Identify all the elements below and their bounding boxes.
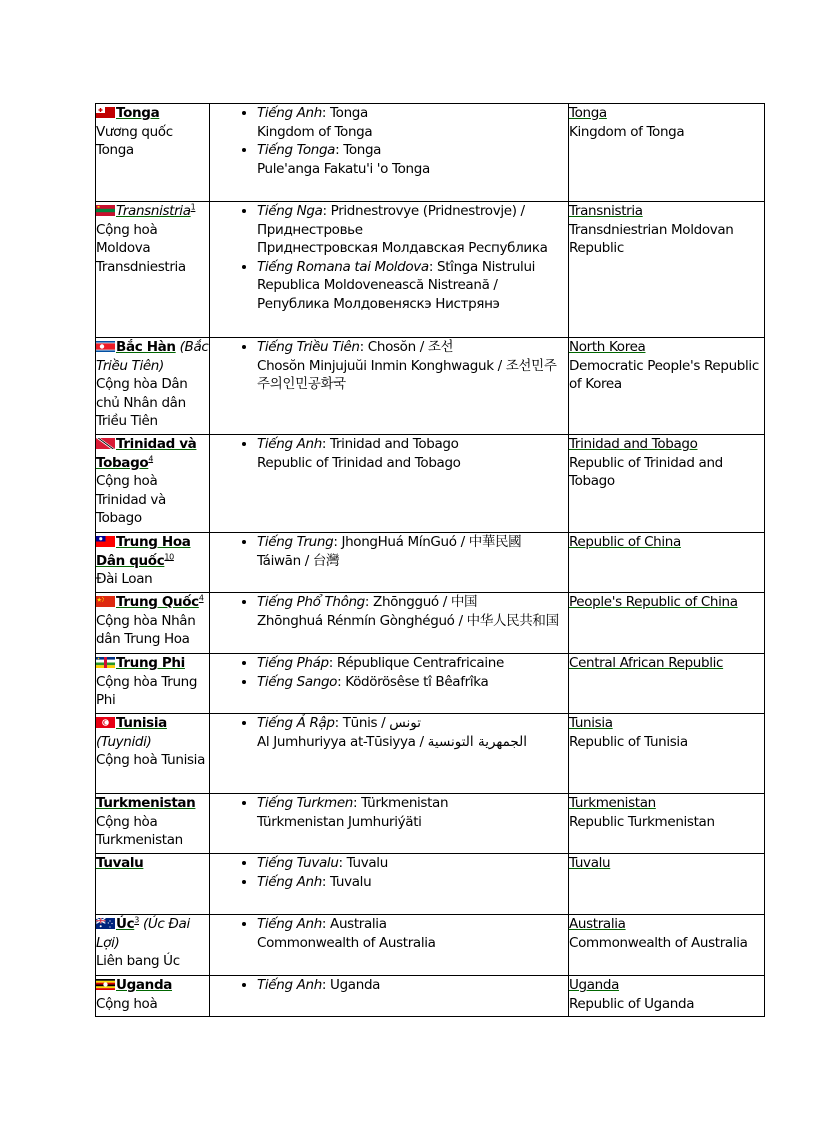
native-short-name: : Türkmenistan xyxy=(353,795,449,811)
footnote-link[interactable]: 3 xyxy=(134,915,140,925)
official-vietnamese-name: Vương quốc Tonga xyxy=(96,123,173,159)
language-label: Tiếng Anh xyxy=(257,916,322,932)
native-short-name: : Trinidad and Tobago xyxy=(321,436,459,452)
native-short-name: : Ködörösêse tî Bêafrîka xyxy=(337,673,489,690)
language-list xyxy=(210,714,568,751)
official-vietnamese-name: Cộng hòa Trung Phi xyxy=(96,673,198,709)
native-short-name: : Pridnestrovye (Pridnestrovje) / Приднестровье xyxy=(257,203,525,238)
language-entry xyxy=(257,854,568,873)
transnistria-flag-icon xyxy=(96,203,115,214)
english-official-name: Republic Turkmenistan xyxy=(569,813,715,830)
vietnamese-name-cell xyxy=(96,915,210,976)
english-names-cell xyxy=(569,794,765,854)
native-short-name: : Chosŏn / 조선 xyxy=(359,339,454,355)
native-names-cell xyxy=(210,794,569,854)
native-short-name: : République Centrafricaine xyxy=(328,655,504,671)
vietnamese-name-cell xyxy=(96,976,210,1017)
native-names-cell xyxy=(210,976,569,1017)
english-official-name: Transdniestrian Moldovan Republic xyxy=(569,221,734,257)
footnote-link[interactable]: 10 xyxy=(164,552,174,562)
country-row-trinidad-and-tobago xyxy=(96,435,765,533)
footnote-link[interactable]: 1 xyxy=(190,202,196,212)
country-row-turkmenistan xyxy=(96,794,765,854)
language-label: Tiếng Romana tai Moldova xyxy=(257,258,429,275)
native-full-name: Kingdom of Tonga xyxy=(257,123,373,140)
native-names-cell xyxy=(210,714,569,794)
australia-flag-icon xyxy=(96,916,115,927)
native-full-name: Türkmenistan Jumhuriýäti xyxy=(257,813,422,830)
native-full-name: Republic of Trinidad and Tobago xyxy=(257,454,461,471)
china-flag-icon xyxy=(96,594,115,605)
alternate-name: (Tuynidi) xyxy=(96,733,152,750)
vietnamese-name-cell xyxy=(96,202,210,338)
english-name-link[interactable]: Tonga xyxy=(569,105,607,121)
country-row-tunisia xyxy=(96,714,765,794)
english-name-link[interactable]: Central African Republic xyxy=(569,655,724,671)
native-short-name: : Tuvalu xyxy=(338,855,388,871)
vietnamese-name-cell xyxy=(96,654,210,714)
language-list xyxy=(210,854,568,891)
country-name-link[interactable]: Bắc Hàn xyxy=(116,339,176,355)
language-list xyxy=(210,593,568,630)
native-names-cell xyxy=(210,533,569,593)
english-official-name: Commonwealth of Australia xyxy=(569,934,748,951)
english-name-link[interactable]: Australia xyxy=(569,916,626,932)
country-row-transnistria xyxy=(96,202,765,338)
english-names-cell xyxy=(569,654,765,714)
vietnamese-name-cell xyxy=(96,104,210,202)
english-name-link[interactable]: Tunisia xyxy=(569,715,613,731)
language-label: Tiếng Anh xyxy=(257,873,322,890)
official-vietnamese-name: Cộng hoà Moldova Transdniestria xyxy=(96,221,186,275)
native-full-name: Приднестровская Молдавская Республика xyxy=(257,240,548,257)
language-list xyxy=(210,976,568,995)
country-name-link[interactable]: Trung Phi xyxy=(116,655,185,671)
language-label: Tiếng Turkmen xyxy=(257,795,353,811)
language-label: Tiếng Anh xyxy=(257,105,322,121)
native-names-cell xyxy=(210,915,569,976)
language-entry xyxy=(257,873,568,892)
english-name-link[interactable]: People's Republic of China xyxy=(569,594,738,610)
footnote-link[interactable]: 4 xyxy=(198,593,204,603)
footnote-link[interactable]: 4 xyxy=(148,454,154,464)
english-name-link[interactable]: Trinidad and Tobago xyxy=(569,436,698,452)
country-row-uganda xyxy=(96,976,765,1017)
official-vietnamese-name: Cộng hoà Trinidad và Tobago xyxy=(96,473,166,527)
native-short-name: : Uganda xyxy=(321,977,381,993)
english-names-cell xyxy=(569,202,765,338)
english-names-cell xyxy=(569,593,765,654)
native-short-name: : Tūnis / تونس xyxy=(334,715,421,731)
english-official-name: Kingdom of Tonga xyxy=(569,123,685,140)
language-entry xyxy=(257,714,568,751)
language-list xyxy=(210,338,568,394)
native-names-cell xyxy=(210,854,569,915)
language-entry xyxy=(257,673,568,692)
english-official-name: Republic of Uganda xyxy=(569,995,695,1012)
native-full-name: Pule'anga Fakatu'i 'o Tonga xyxy=(257,160,430,177)
country-name-link[interactable]: Transnistria xyxy=(116,203,191,219)
tonga-flag-icon xyxy=(96,105,115,116)
native-names-cell xyxy=(210,104,569,202)
country-name-link[interactable]: Tunisia xyxy=(116,715,167,731)
language-label: Tiếng Trung xyxy=(257,534,334,550)
country-name-link[interactable]: Úc xyxy=(116,916,135,932)
vietnamese-name-cell xyxy=(96,714,210,794)
native-short-name: : Tonga xyxy=(321,105,368,121)
language-label: Tiếng Sango xyxy=(257,673,338,690)
language-list xyxy=(210,435,568,472)
language-label: Tiếng Anh xyxy=(257,436,322,452)
language-label: Tiếng Pháp xyxy=(257,655,329,671)
english-name-link[interactable]: Turkmenistan xyxy=(569,795,656,811)
alternate-name: (Bắc Triều Tiên) xyxy=(96,339,209,374)
language-list xyxy=(210,915,568,952)
language-label: Tiếng Triều Tiên xyxy=(257,339,360,355)
language-label: Tiếng Anh xyxy=(257,977,322,993)
english-official-name: Republic of Trinidad and Tobago xyxy=(569,454,723,490)
native-short-name: : Australia xyxy=(321,916,387,932)
vietnamese-name-cell xyxy=(96,338,210,435)
vietnamese-name-cell xyxy=(96,533,210,593)
language-entry xyxy=(257,104,568,141)
car-flag-icon xyxy=(96,655,115,666)
native-short-name: : Tuvalu xyxy=(321,873,372,890)
english-names-cell xyxy=(569,714,765,794)
country-names-table xyxy=(95,103,765,1017)
country-name-link[interactable]: Tuvalu xyxy=(96,855,144,871)
language-entry xyxy=(257,794,568,831)
tunisia-flag-icon xyxy=(96,715,115,726)
official-vietnamese-name: Cộng hòa Turkmenistan xyxy=(96,813,183,849)
english-names-cell xyxy=(569,976,765,1017)
taiwan-flag-icon xyxy=(96,534,115,545)
vietnamese-name-cell xyxy=(96,593,210,654)
native-full-name: Chosŏn Minjujuŭi Inmin Konghwaguk / 조선민주주의인민공화국 xyxy=(257,357,557,393)
language-entry xyxy=(257,435,568,472)
english-name-link[interactable]: Republic of China xyxy=(569,534,681,550)
country-name-link[interactable]: Tonga xyxy=(116,105,160,121)
trinidad-flag-icon xyxy=(96,436,115,447)
language-entry xyxy=(257,141,568,178)
vietnamese-name-cell xyxy=(96,435,210,533)
native-names-cell xyxy=(210,202,569,338)
native-names-cell xyxy=(210,654,569,714)
country-name-link[interactable]: Trinidad và Tobago xyxy=(96,436,197,471)
english-names-cell xyxy=(569,338,765,435)
language-list xyxy=(210,533,568,570)
language-list xyxy=(210,794,568,831)
uganda-flag-icon xyxy=(96,977,115,988)
language-entry xyxy=(257,533,568,570)
english-name-link[interactable]: North Korea xyxy=(569,339,646,355)
country-row-central-african-republic xyxy=(96,654,765,714)
native-short-name: : Tonga xyxy=(335,142,382,159)
north-korea-flag-icon xyxy=(96,339,115,350)
english-names-cell xyxy=(569,435,765,533)
language-entry xyxy=(257,202,568,258)
native-short-name: : Stînga Nistrului xyxy=(428,258,536,275)
country-row-australia xyxy=(96,915,765,976)
native-full-name: Táiwān / 台灣 xyxy=(257,552,340,569)
vietnamese-name-cell xyxy=(96,794,210,854)
country-name-link[interactable]: Turkmenistan xyxy=(96,795,196,811)
language-label: Tiếng Tonga xyxy=(257,142,336,159)
language-label: Tiếng Ả Rập xyxy=(257,715,335,731)
native-full-name: Commonwealth of Australia xyxy=(257,934,436,951)
english-names-cell xyxy=(569,915,765,976)
official-vietnamese-name: Cộng hòa Nhân dân Trung Hoa xyxy=(96,612,196,648)
official-vietnamese-name: Cộng hoà Tunisia xyxy=(96,752,205,769)
language-entry xyxy=(257,654,568,673)
language-label: Tiếng Nga xyxy=(257,203,323,219)
native-full-name: Al Jumhuriyya at-Tūsiyya / الجمهرية التونسية xyxy=(257,733,528,750)
english-names-cell xyxy=(569,533,765,593)
english-names-cell xyxy=(569,854,765,915)
english-name-link[interactable]: Tuvalu xyxy=(569,855,611,871)
language-list xyxy=(210,104,568,178)
vietnamese-name-cell xyxy=(96,854,210,915)
english-name-link[interactable]: Uganda xyxy=(569,977,620,993)
alternate-name: (Úc Đai Lợi) xyxy=(96,916,190,951)
language-entry xyxy=(257,338,568,394)
country-row-north-korea xyxy=(96,338,765,435)
country-row-tuvalu xyxy=(96,854,765,915)
official-vietnamese-name: Cộng hoà xyxy=(96,995,158,1012)
official-vietnamese-name: Cộng hòa Dân chủ Nhân dân Triều Tiên xyxy=(96,376,188,430)
native-short-name: : Zhōngguó / 中国 xyxy=(364,594,478,610)
official-vietnamese-name: Đài Loan xyxy=(96,571,153,588)
english-names-cell xyxy=(569,104,765,202)
native-names-cell xyxy=(210,593,569,654)
language-entry xyxy=(257,976,568,995)
english-official-name: Republic of Tunisia xyxy=(569,733,688,750)
native-names-cell xyxy=(210,338,569,435)
native-names-cell xyxy=(210,435,569,533)
native-short-name: : JhongHuá MínGuó / 中華民國 xyxy=(333,534,522,550)
language-entry xyxy=(257,258,568,314)
native-full-name: Zhōnghuá Rénmín Gònghéguó / 中华人民共和国 xyxy=(257,612,559,629)
language-list xyxy=(210,202,568,314)
official-vietnamese-name: Liên bang Úc xyxy=(96,953,180,970)
native-full-name: Republica Moldovenească Nistreană / Републикa Молдовеняскэ Нистрянэ xyxy=(257,277,500,312)
english-name-link[interactable]: Transnistria xyxy=(569,203,643,219)
country-name-link[interactable]: Trung Quốc xyxy=(116,594,199,610)
country-row-republic-of-china xyxy=(96,533,765,593)
language-entry xyxy=(257,593,568,630)
country-row-people-s-republic-of-china xyxy=(96,593,765,654)
language-label: Tiếng Phổ Thông xyxy=(257,594,365,610)
language-list xyxy=(210,654,568,691)
country-name-link[interactable]: Trung Hoa Dân quốc xyxy=(96,534,191,569)
english-official-name: Democratic People's Republic of Korea xyxy=(569,357,759,393)
country-row-tonga xyxy=(96,104,765,202)
country-name-link[interactable]: Uganda xyxy=(116,977,173,993)
language-entry xyxy=(257,915,568,952)
language-label: Tiếng Tuvalu xyxy=(257,855,339,871)
